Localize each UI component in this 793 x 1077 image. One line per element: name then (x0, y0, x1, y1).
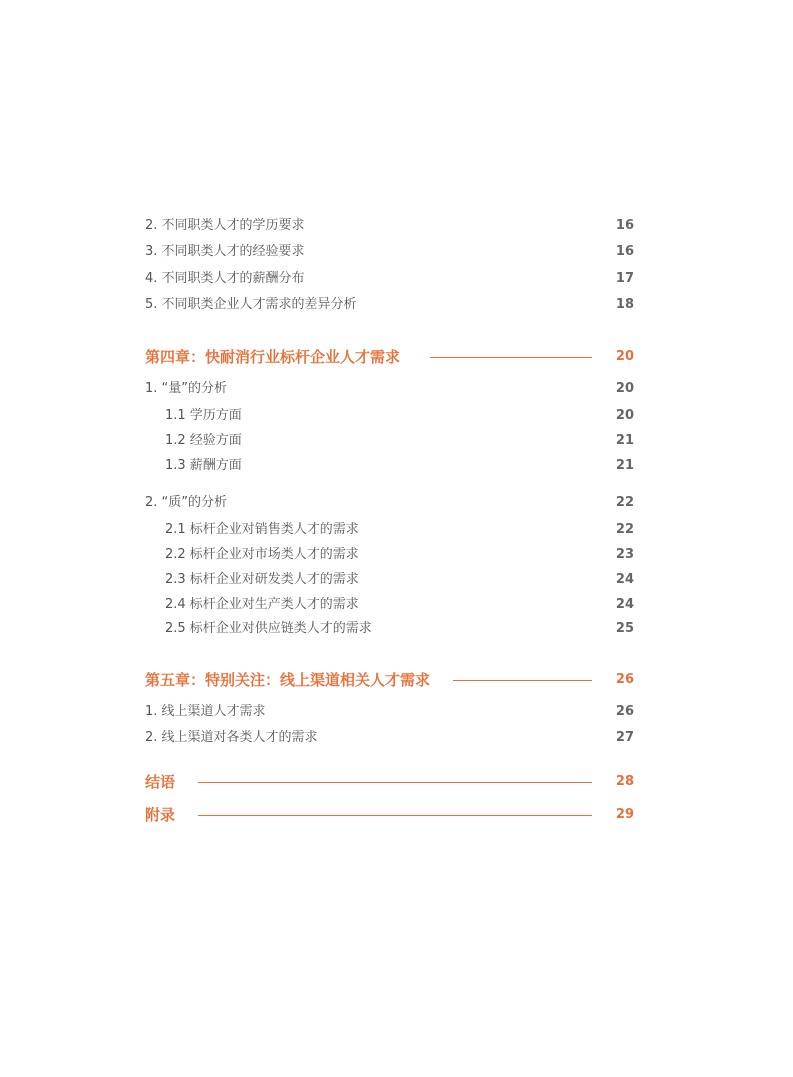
toc-entry-label: 1.1 学历方面 (165, 408, 242, 423)
toc-entry-label: 2.1 标杆企业对销售类人才的需求 (165, 522, 359, 537)
toc-entry-page: 26 (615, 704, 634, 719)
toc-chapter-5[interactable] (145, 670, 634, 690)
toc-entry-page: 22 (615, 495, 634, 510)
toc-entry-4-2-1[interactable] (145, 520, 634, 540)
toc-entry-5-1[interactable] (145, 702, 634, 722)
chapter-page: 26 (615, 672, 634, 687)
toc-entry-4-2-3[interactable] (145, 570, 634, 590)
toc-entry-label: 2. “质”的分析 (145, 495, 228, 510)
toc-entry-3-3[interactable] (145, 242, 634, 262)
toc-entry-page: 22 (615, 522, 634, 537)
toc-entry-4-1-1[interactable] (145, 406, 634, 426)
toc-entry-page: 27 (615, 730, 634, 745)
toc-entry-4-1-2[interactable] (145, 431, 634, 451)
toc-entry-page: 21 (615, 458, 634, 473)
toc-entry-page: 23 (615, 547, 634, 562)
toc-entry-label: 2. 线上渠道对各类人才的需求 (145, 730, 318, 745)
toc-entry-3-5[interactable] (145, 295, 634, 315)
appendix-title: 附录 (145, 806, 176, 824)
toc-chapter-4[interactable] (145, 347, 634, 367)
leader-line (198, 815, 592, 816)
toc-entry-4-2-2[interactable] (145, 545, 634, 565)
toc-entry-label: 2.4 标杆企业对生产类人才的需求 (165, 597, 359, 612)
toc-entry-page: 16 (615, 244, 634, 259)
toc-entry-4-2-5[interactable] (145, 619, 634, 639)
toc-entry-page: 16 (615, 218, 634, 233)
toc-entry-page: 24 (615, 572, 634, 587)
toc-entry-label: 5. 不同职类企业人才需求的差异分析 (145, 297, 357, 312)
toc-appendix[interactable] (145, 805, 634, 825)
toc-entry-label: 2.3 标杆企业对研发类人才的需求 (165, 572, 359, 587)
toc-entry-page: 24 (615, 597, 634, 612)
toc-entry-label: 3. 不同职类人才的经验要求 (145, 244, 305, 259)
chapter-title: 第五章：特别关注：线上渠道相关人才需求 (145, 671, 431, 689)
leader-line (453, 680, 592, 681)
toc-entry-page: 18 (615, 297, 634, 312)
toc-entry-4-1[interactable] (145, 379, 634, 399)
toc-entry-4-2-4[interactable] (145, 595, 634, 615)
chapter-title: 第四章：快耐消行业标杆企业人才需求 (145, 348, 401, 366)
toc-entry-page: 21 (615, 433, 634, 448)
toc-entry-label: 4. 不同职类人才的薪酬分布 (145, 271, 305, 286)
leader-line (430, 357, 592, 358)
conclusion-title: 结语 (145, 773, 176, 791)
toc-entry-label: 2.2 标杆企业对市场类人才的需求 (165, 547, 359, 562)
toc-conclusion[interactable] (145, 772, 634, 792)
chapter-page: 20 (615, 349, 634, 364)
toc-entry-page: 20 (615, 381, 634, 396)
toc-entry-4-2[interactable] (145, 493, 634, 513)
toc-entry-label: 1.2 经验方面 (165, 433, 242, 448)
toc-entry-page: 20 (615, 408, 634, 423)
conclusion-page: 28 (615, 774, 634, 789)
toc-entry-label: 2. 不同职类人才的学历要求 (145, 218, 305, 233)
toc-entry-label: 1. 线上渠道人才需求 (145, 704, 266, 719)
toc-entry-4-1-3[interactable] (145, 456, 634, 476)
toc-entry-5-2[interactable] (145, 728, 634, 748)
toc-entry-page: 17 (615, 271, 634, 286)
toc-entry-label: 1. “量”的分析 (145, 381, 228, 396)
leader-line (198, 782, 592, 783)
appendix-page: 29 (615, 807, 634, 822)
toc-entry-label: 1.3 薪酬方面 (165, 458, 242, 473)
toc-entry-page: 25 (615, 621, 634, 636)
toc-entry-3-4[interactable] (145, 269, 634, 289)
toc-entry-3-2[interactable] (145, 216, 634, 236)
toc-entry-label: 2.5 标杆企业对供应链类人才的需求 (165, 621, 372, 636)
